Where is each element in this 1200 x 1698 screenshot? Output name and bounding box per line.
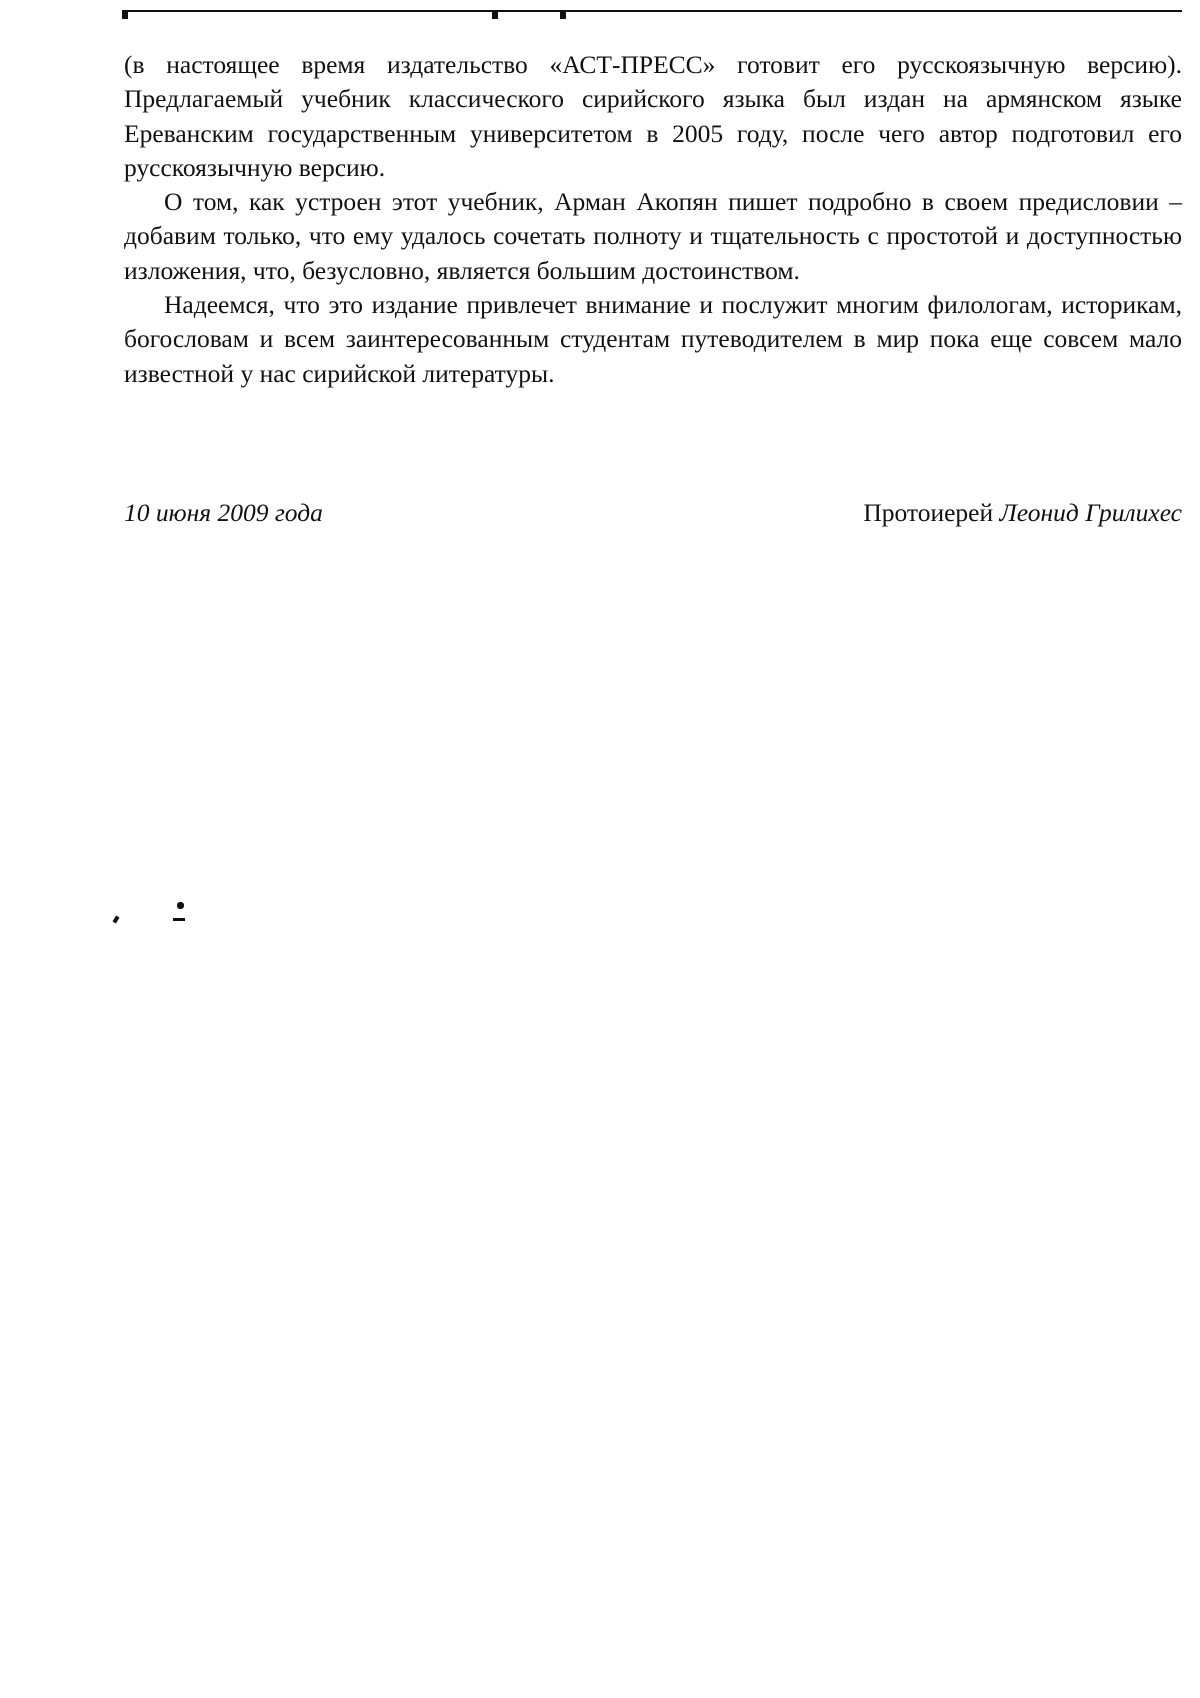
signer: [863, 496, 1182, 530]
scan-speck: [173, 918, 185, 921]
signature-date: 10 июня 2009 года: [124, 498, 323, 527]
paragraph-3: Надеемся, что это издание привлечет внимание и послужит многим филологам, историкам, богословам и всем заинтересованным студентам путеводителем в мир пока еще совсем мало известной у нас сирийской литературы.: [124, 290, 1182, 388]
paragraph-1: (в настоящее время издательство «АСТ-ПРЕСС» готовит его русскоязычную версию). Предлагаемый учебник классического сирийского языка был издан на армянском языке Ереванским государственным университетом в 2005 году, после чего автор подготовил его русскоязычную версию.: [124, 50, 1182, 182]
header-rule-mark: [560, 10, 566, 19]
header-rule-mark: [122, 10, 128, 19]
scan-speck: [113, 915, 120, 923]
signer-name: Леонид Грилихес: [999, 498, 1182, 527]
signer-title: Протоиерей: [863, 498, 994, 527]
paragraph-2: О том, как устроен этот учебник, Арман Акопян пишет подробно в своем предисловии – добавим только, что ему удалось сочетать полноту и тщательность с простотой и доступностью изложения, что, безусловно, является большим достоинством.: [124, 187, 1182, 285]
header-rule-mark: [492, 10, 498, 19]
scan-speck: [177, 902, 184, 909]
header-rule: [122, 10, 1182, 12]
body-text: [124, 48, 1182, 391]
